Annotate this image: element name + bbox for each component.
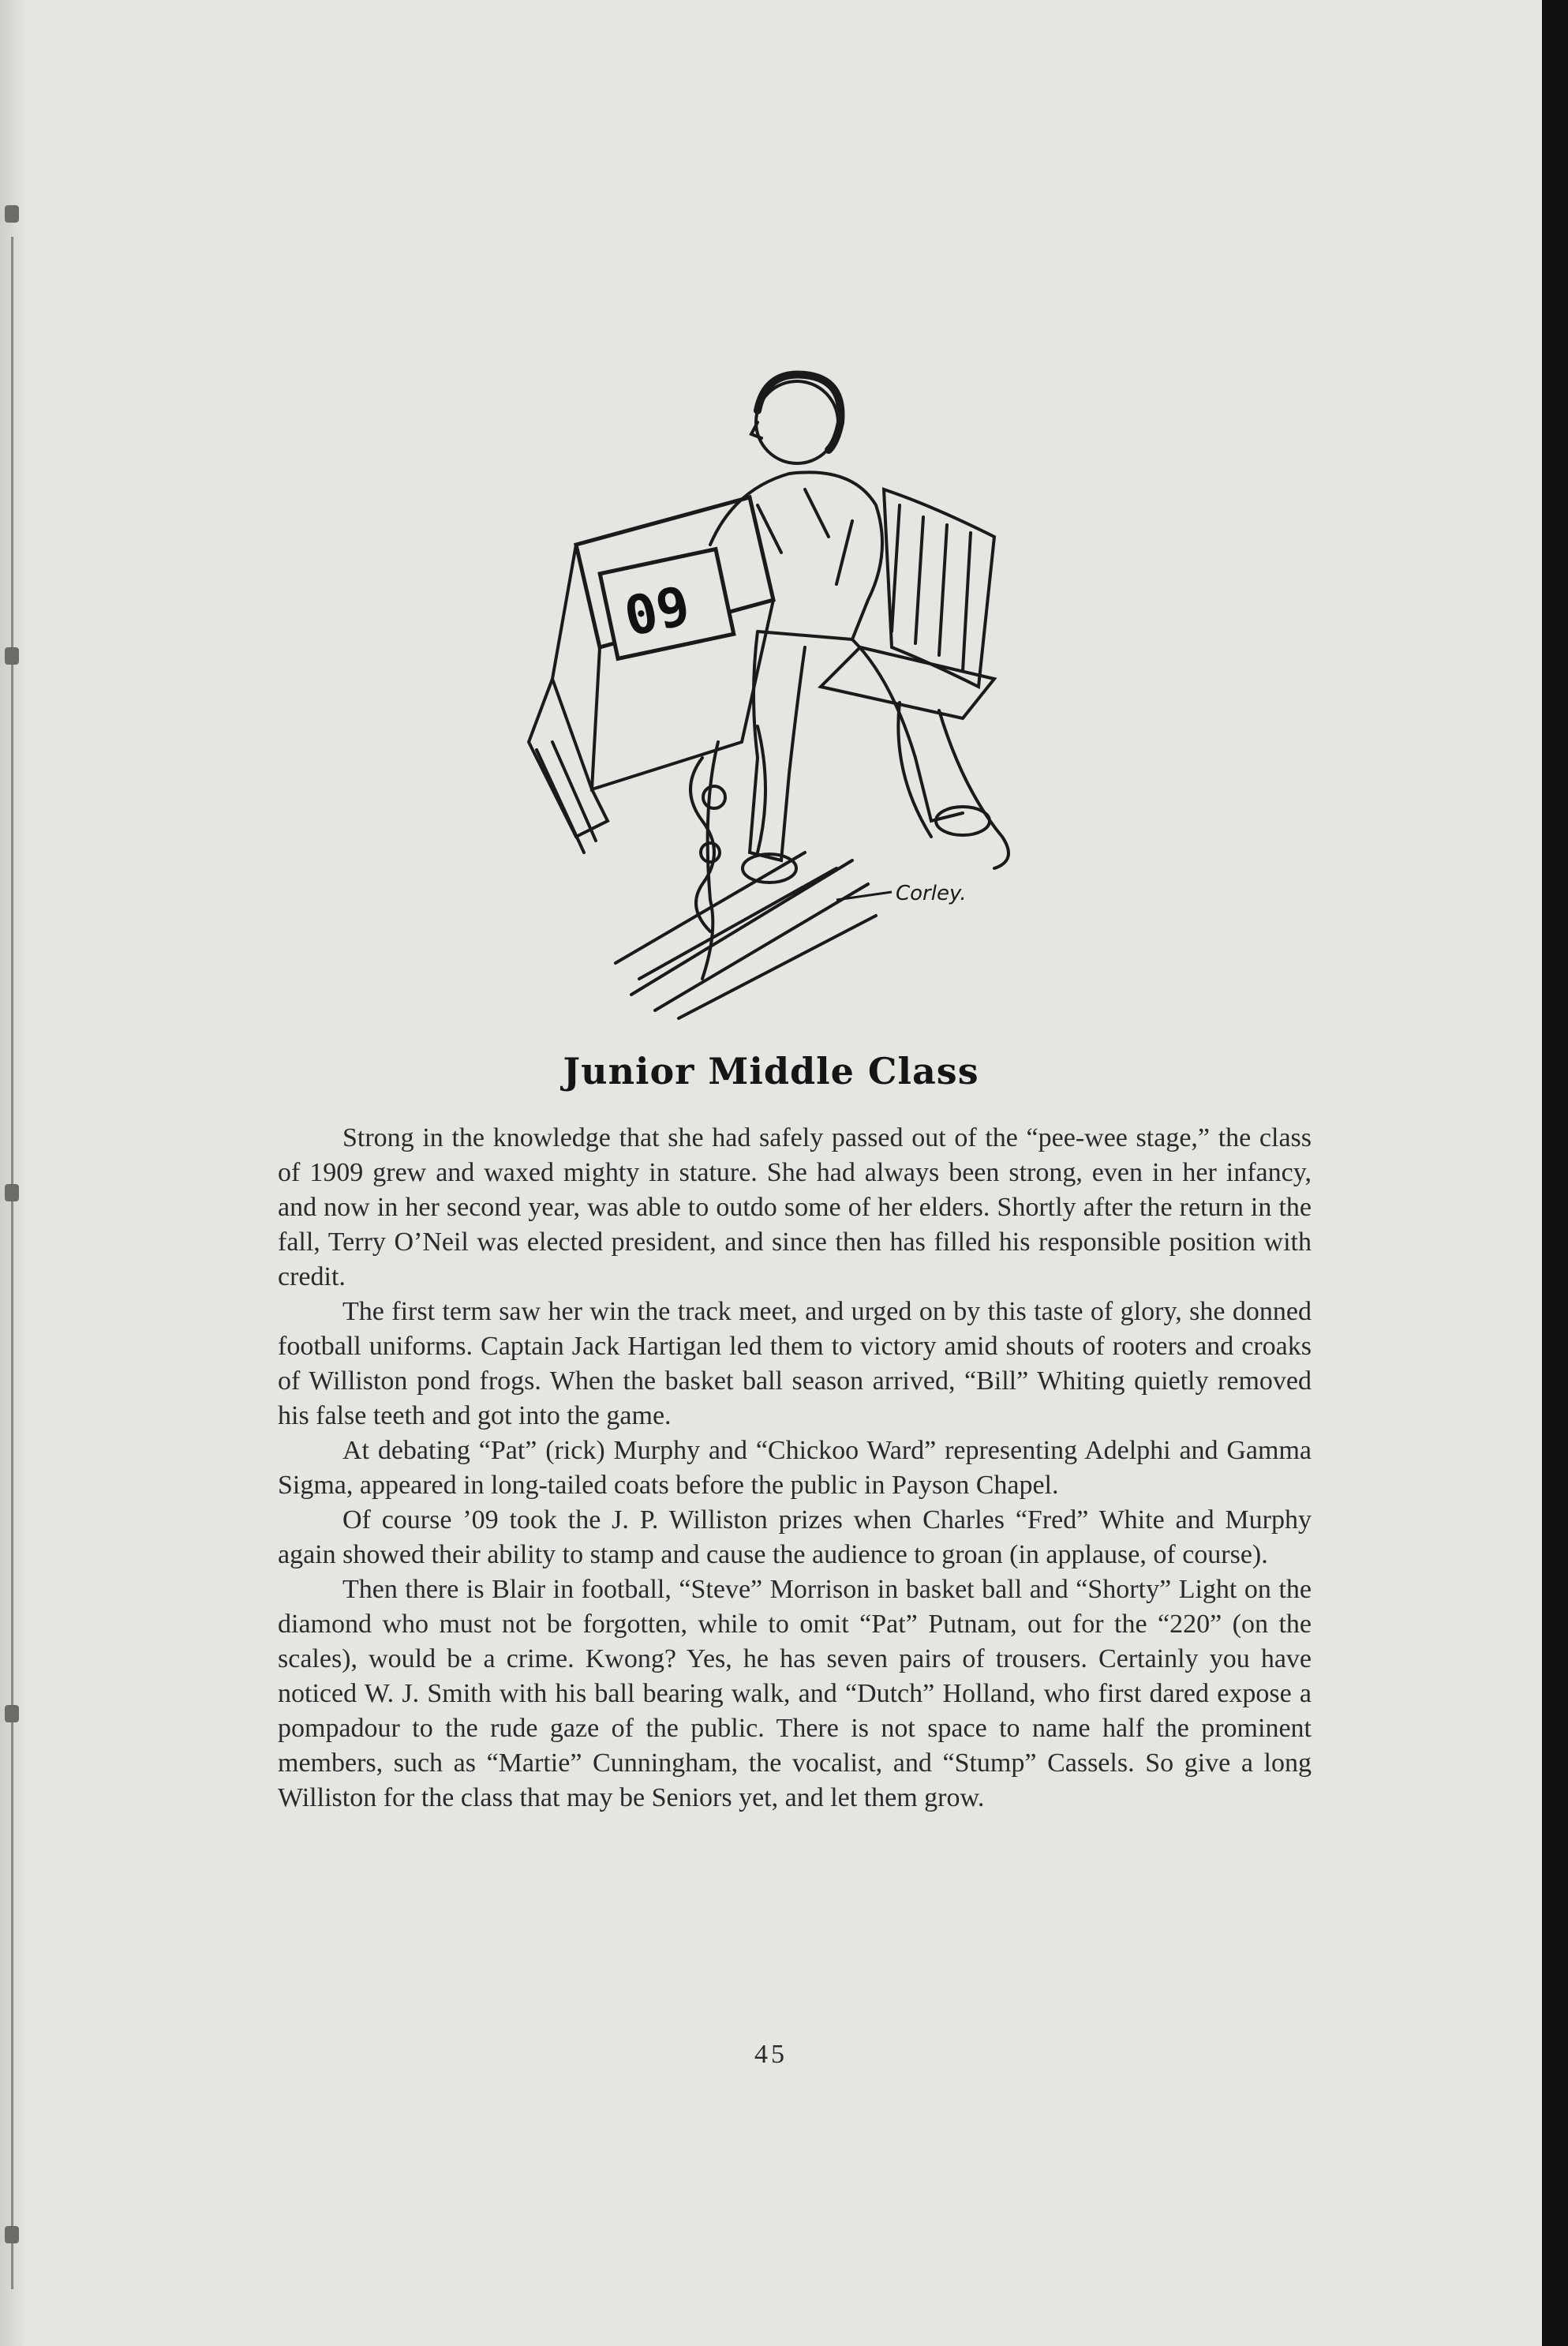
page-edge-shadow [1542, 0, 1568, 2346]
paragraph: Strong in the knowledge that she had safely passed out of the “pee-wee stage,” the class of 1909 grew and waxed mighty in stature. She had always been strong, even in her infancy, and now in her second year, was able to outdo some of her elders. Shortly after the return in the fall, Terry O’Neil was elected president, and since then has filled his responsible position with credit. [278, 1123, 1312, 1291]
artist-signature: Corley. [896, 882, 967, 905]
binding-stitch [5, 1705, 19, 1722]
boy-at-school-desk-illustration [521, 347, 1026, 1042]
binding-stitch [5, 205, 19, 223]
paragraph: Then there is Blair in football, “Steve” Morrison in basket ball and “Shorty” Light on the diamond who must not be forgotten, while to omit “Pat” Putnam, out for the “220” (on the scales), would be a crime. Kwong? Yes, he has seven pairs of trousers. Certainly you have noticed W. J. Smith with his ball bearing walk, and “Dutch” Holland, who first dared expose a pompadour to the rude gaze of the public. There is not space to name half the prominent members, such as “Martie” Cunningham, the vocalist, and “Stump” Cassels. So give a long Williston for the class that may be Seniors yet, and let them grow. [278, 1575, 1312, 1812]
paragraph: The first term saw her win the track meet, and urged on by this taste of glory, she donned football uniforms. Captain Jack Hartigan led them to victory amid shouts of rooters and croaks of Williston pond frogs. When the basket ball season arrived, “Bill” Whiting quietly removed his false teeth and got into the game. [278, 1297, 1312, 1430]
binding-stitch [5, 647, 19, 665]
binding-thread [11, 237, 13, 2289]
body-text [278, 1121, 1312, 1816]
binding-stitch [5, 1184, 19, 1201]
binding-stitch [5, 2226, 19, 2243]
paragraph: Of course ’09 took the J. P. Williston prizes when Charles “Fred” White and Murphy again showed their ability to stamp and cause the audience to groan (in applause, of course). [278, 1505, 1312, 1569]
paragraph: At debating “Pat” (rick) Murphy and “Chickoo Ward” representing Adelphi and Gamma Sigma, appeared in long-tailed coats before the public in Payson Chapel. [278, 1436, 1312, 1500]
page-title: Junior Middle Class [563, 1050, 979, 1092]
desk-number: 09 [619, 575, 696, 650]
page-number: 45 [754, 2040, 788, 2069]
page-binding [0, 0, 24, 2346]
